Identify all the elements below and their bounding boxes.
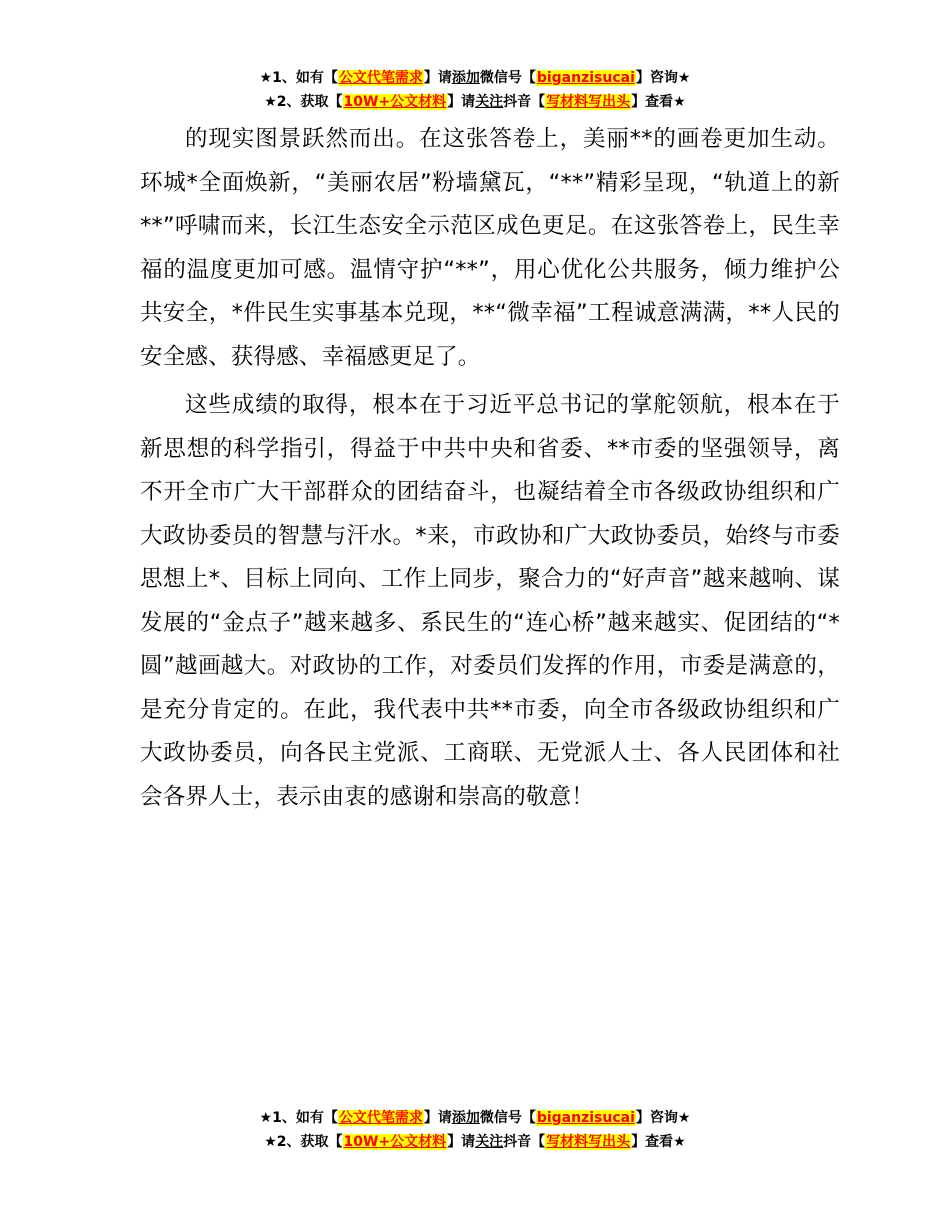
header-line-1-text-2: 微信号【 <box>479 70 536 86</box>
footer-banner <box>0 1106 950 1154</box>
document-body <box>140 118 840 819</box>
header-highlight-douyin-account: 写材料写出头 <box>546 94 631 110</box>
body-paragraph-2: 这些成绩的取得，根本在于习近平总书记的掌舵领航，根本在于新思想的科学指引，得益于中共中央和省委、**市委的坚强领导，离不开全市广大干部群众的团结奋斗，也凝结着全市各级政协组织和广大政协委员的智慧与汗水。*来，市政协和广大政协委员，始终与市委思想上*、目标上同向、工作上同步，聚合力的“好声音”越来越响、谋发展的“金点子”越来越多、系民生的“连心桥”越来越实、促团结的“*圆”越画越大。对政协的工作，对委员们发挥的作用，市委是满意的，是充分肯定的。在此，我代表中共**市委，向全市各级政协组织和广大政协委员，向各民主党派、工商联、无党派人士、各人民团体和社会各界人士，表示由衷的感谢和崇高的敬意！ <box>140 392 840 810</box>
footer-highlight-douyin-account: 写材料写出头 <box>546 1134 631 1150</box>
header-highlight-wechat-id: biganzisucai <box>536 70 635 86</box>
footer-highlight-wechat-id: biganzisucai <box>536 1110 635 1126</box>
footer-line-1-text: 】请 <box>423 1110 452 1126</box>
header-line-2-prefix: ★2、获取【 <box>264 94 343 110</box>
body-paragraph-1: 的现实图景跃然而出。在这张答卷上，美丽**的画卷更加生动。环城*全面焕新，“美丽农居”粉墙黛瓦，“**”精彩呈现，“轨道上的新**”呼啸而来，长江生态安全示范区成色更足。在这张答卷上，民生幸福的温度更加可感。温情守护“**”，用心优化公共服务，倾力维护公共安全，*件民生实事基本兑现，**“微幸福”工程诚意满满，**人民的安全感、获得感、幸福感更足了。 <box>140 126 840 370</box>
footer-line-1-suffix: 】咨询★ <box>635 1110 691 1126</box>
footer-line-2 <box>0 1130 950 1154</box>
header-line-1-suffix: 】咨询★ <box>635 70 691 86</box>
footer-line-2-prefix: ★2、获取【 <box>264 1134 343 1150</box>
header-highlight-materials: 10W+公文材料 <box>343 94 447 110</box>
header-line-1-text: 】请 <box>423 70 452 86</box>
footer-line-2-text-2: 抖音【 <box>503 1134 546 1150</box>
footer-line-1-text-2: 微信号【 <box>479 1110 536 1126</box>
footer-line-2-suffix: 】查看★ <box>631 1134 686 1150</box>
footer-underlined-add: 添加 <box>451 1110 480 1126</box>
header-line-1 <box>0 66 950 90</box>
header-highlight-service: 公文代笔需求 <box>338 70 423 86</box>
footer-line-2-text: 】请 <box>447 1134 476 1150</box>
header-line-2-suffix: 】查看★ <box>631 94 686 110</box>
footer-highlight-service: 公文代笔需求 <box>338 1110 423 1126</box>
header-line-1-prefix: ★1、如有【 <box>259 70 338 86</box>
header-banner <box>0 66 950 114</box>
header-underlined-follow: 关注 <box>475 94 504 110</box>
footer-line-1 <box>0 1106 950 1130</box>
footer-underlined-follow: 关注 <box>475 1134 504 1150</box>
header-underlined-add: 添加 <box>451 70 480 86</box>
header-line-2 <box>0 90 950 114</box>
footer-line-1-prefix: ★1、如有【 <box>259 1110 338 1126</box>
footer-highlight-materials: 10W+公文材料 <box>343 1134 447 1150</box>
header-line-2-text-2: 抖音【 <box>503 94 546 110</box>
header-line-2-text: 】请 <box>447 94 476 110</box>
